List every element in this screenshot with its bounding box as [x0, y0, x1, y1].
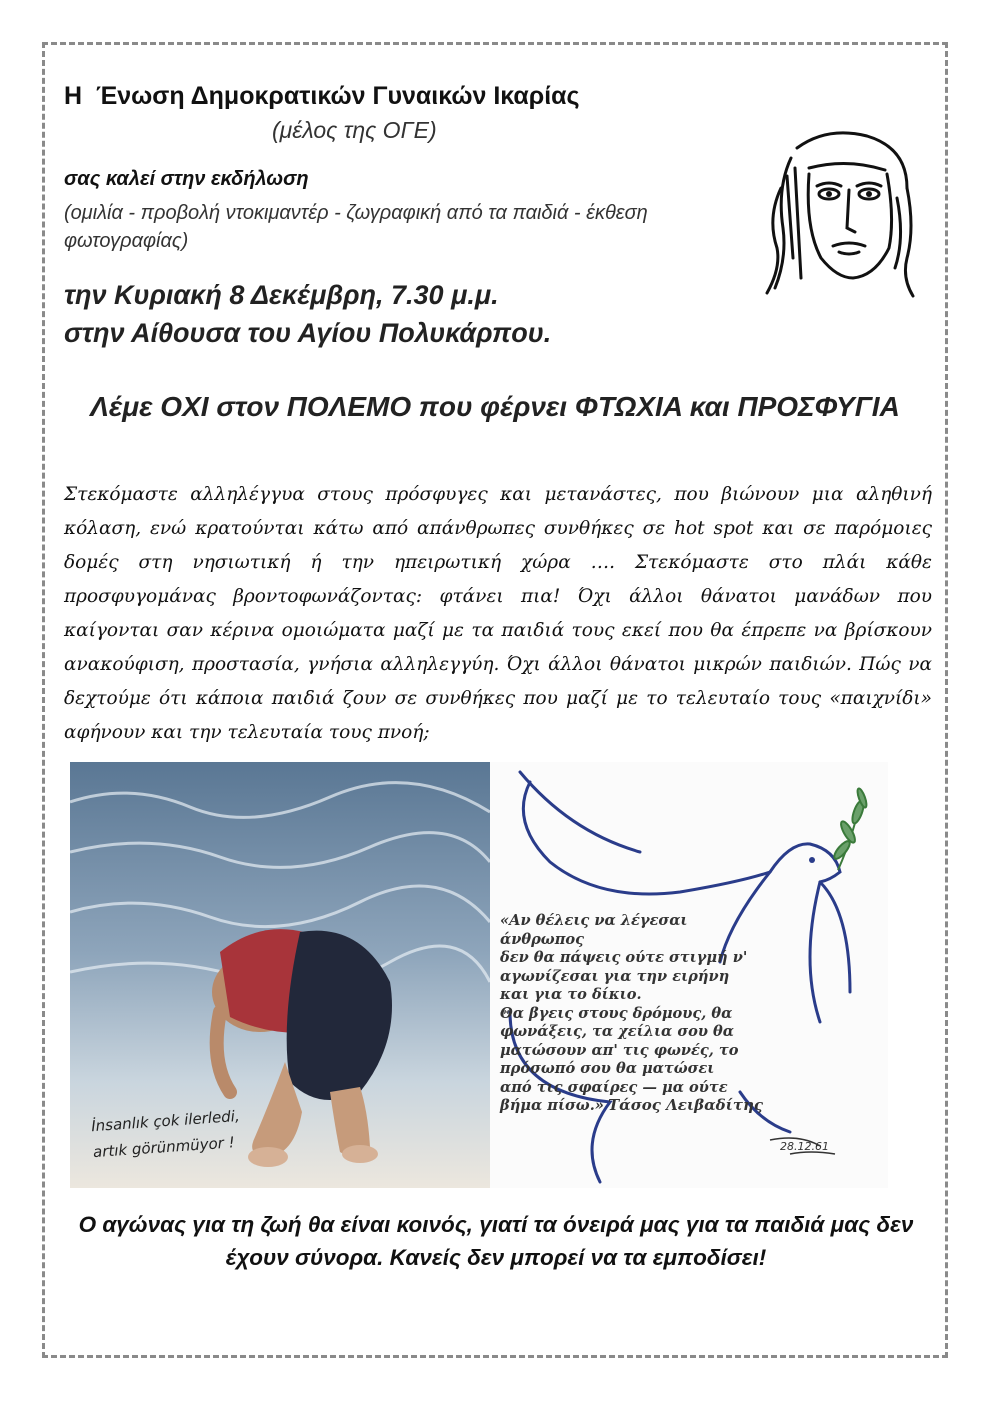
event-venue: στην Αίθουσα του Αγίου Πολυκάρπου. — [64, 318, 552, 348]
poem-text: «Αν θέλεις να λέγεσαι άνθρωπος δεν θα πάψεις ούτε στιγμή ν' αγωνίζεσαι για την ειρήνη και για το δίκιο. Θα βγεις στους δρόμους, θα φωνάξεις, τα χείλια σου θα ματώσουν απ' τις φωνές, το πρόσωπό σου θα ματώσει από τις σφαίρες — μα ούτε βήμα πίσω.» — [500, 912, 748, 1114]
organization-name: Η Ένωση Δημοκρατικών Γυναικών Ικαρίας — [64, 82, 580, 110]
closing-statement: Ο αγώνας για τη ζωή θα είναι κοινός, γιατί τα όνειρά μας για τα παιδιά μας δεν έχουν σύνορα. Κανείς δεν μπορεί να τα εμποδίσει! — [78, 1212, 914, 1270]
body-paragraph-text: Στεκόμαστε αλληλέγγυα στους πρόσφυγες και μετανάστες, που βιώνουν μια αληθινή κόλαση, ενώ κρατούνται κάτω από απάνθρωπες συνθήκες σε hot spot και σε παρόμοιες δομές στη νησιωτική ή την ηπειρωτική χώρα …. Στεκόμαστε στο πλάι κάθε προσφυγομάνας βροντοφωνάζοντας: φτάνει πια! Όχι άλλοι θάνατοι μανάδων που καίγονται σαν κέρινα ομοιώματα μαζί με τα παιδιά τους εκεί που θα έπρεπε να βρίσκουν ανακούφιση, προστασία, γνήσια αλληλεγγύη. Όχι άλλοι θάνατοι μικρών παιδιών. Πώς να δεχτούμε ότι κάποια παιδιά ζουν σε συνθήκες που μαζί με το τελευταίο τους «παιχνίδι» αφήνουν και την τελευταία τους πνοή; — [64, 484, 932, 743]
painting-caption-line1: İnsanlık çok ilerledi, — [90, 1106, 241, 1136]
event-date: την Κυριακή 8 Δεκέμβρη, 7.30 μ.μ. — [64, 280, 499, 310]
invitation-line: σας καλεί στην εκδήλωση — [64, 168, 309, 190]
body-paragraph — [64, 478, 932, 750]
woman-portrait-logo — [757, 128, 922, 298]
poem-author: Τάσος Λειβαδίτης — [608, 1096, 764, 1114]
event-description: (ομιλία - προβολή ντοκιμαντέρ - ζωγραφική από τα παιδιά - έκθεση φωτογραφίας) — [64, 202, 648, 252]
slogan-heading: Λέμε ΟΧΙ στον ΠΟΛΕΜΟ που φέρνει ΦΤΩΧΙΑ και ΠΡΟΣΦΥΓΙΑ — [90, 391, 900, 422]
painting-caption-line2: artık görünmüyor ! — [92, 1133, 236, 1162]
event-date-venue — [64, 276, 551, 352]
painting-caption — [90, 1103, 242, 1165]
signature-date: 28.12.61 — [780, 1140, 829, 1153]
organization-membership: (μέλος της ΟΓΕ) — [272, 117, 437, 143]
